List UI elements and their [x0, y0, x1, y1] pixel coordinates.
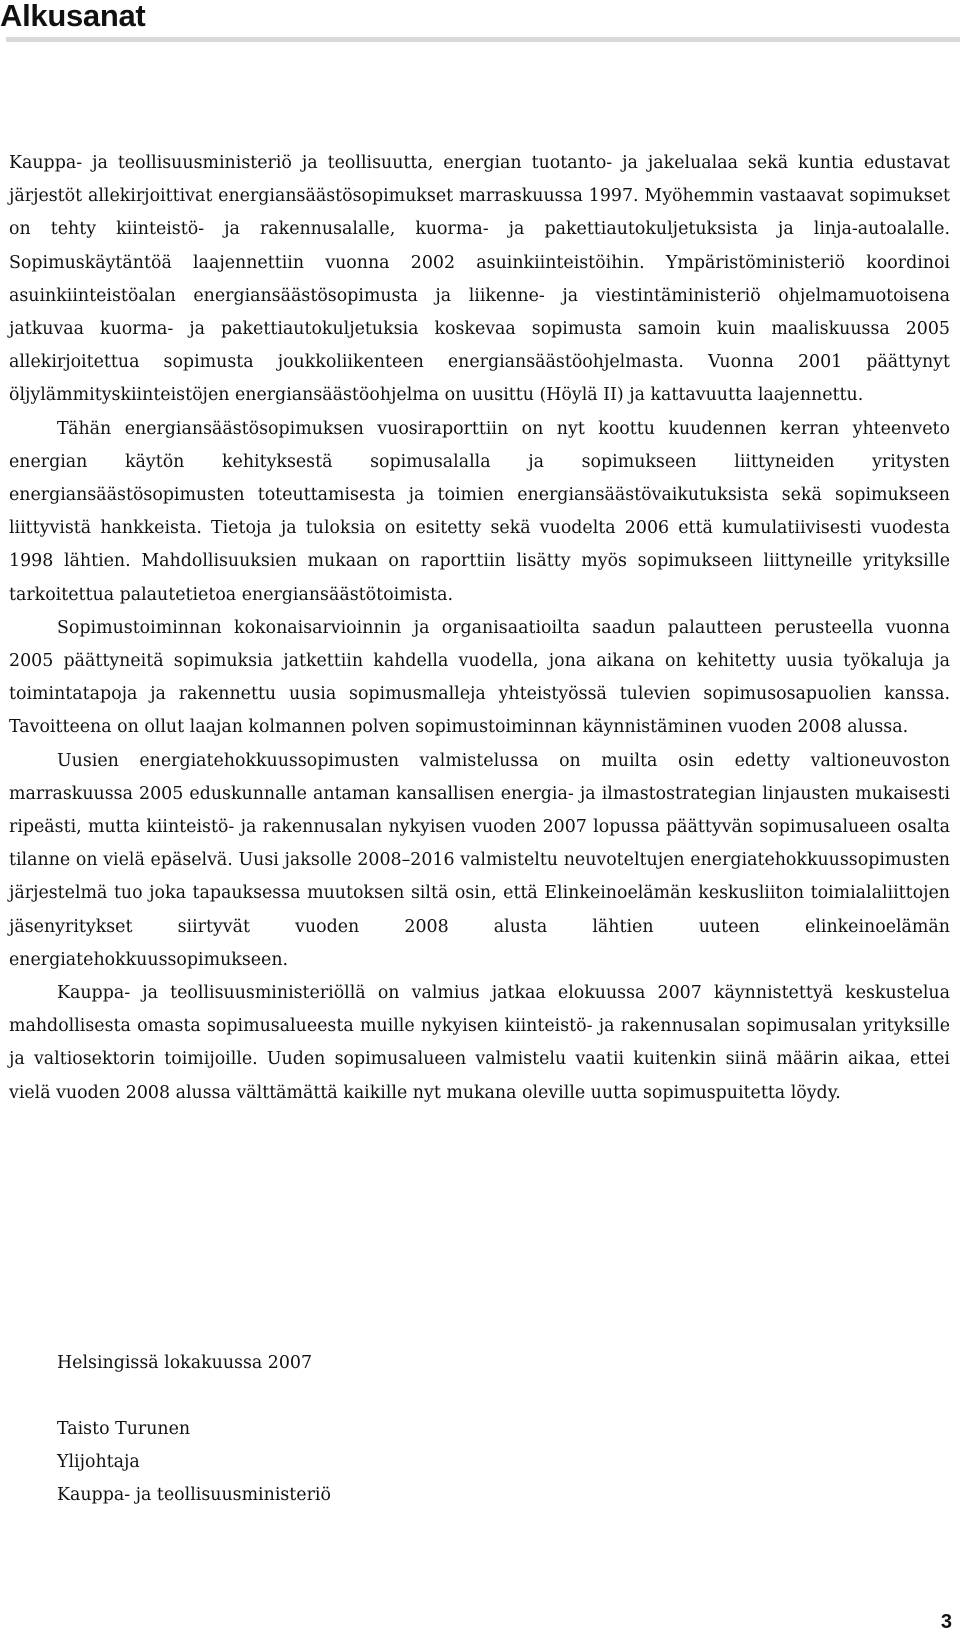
body-text: [9, 147, 950, 1110]
paragraph-3: Sopimustoiminnan kokonaisarvioinnin ja organisaatioilta saadun palautteen perusteella vuonna 2005 päättyneitä sopimuksia jatkettiin kahdella vuodella, jona aikana on kehitetty uusia työkaluja ja toimintatapoja ja rakennettu uusia sopimusmalleja yhteistyössä tulevien sopimusosapuolien kanssa. Tavoitteena on ollut laajan kolmannen polven sopimustoiminnan käynnistäminen vuoden 2008 alussa.: [9, 617, 950, 738]
signature-position: Ylijohtaja: [57, 1452, 140, 1472]
page-title: Alkusanat: [0, 0, 146, 33]
paragraph-4: Uusien energiatehokkuussopimusten valmistelussa on muilta osin edetty valtioneuvoston marraskuussa 2005 eduskunnalle antaman kansallisen energia- ja ilmastostrategian linjausten mukaisesti ripeästi, mutta kiinteistö- ja rakennusalan nykyisen vuoden 2007 lopussa päättyvän sopimusalueen osalta tilanne on vielä epäselvä. Uusi jaksolle 2008–2016 valmisteltu neuvoteltujen energiatehokkuussopimusten järjestelmä tuo joka tapauksessa muutoksen siltä osin, että Elinkeinoelämän keskusliiton toimialaliittojen jäsenyritykset siirtyvät vuoden 2008 alusta lähtien uuteen elinkeinoelämän energiatehokkuussopimukseen.: [9, 750, 950, 970]
paragraph-2: Tähän energiansäästösopimuksen vuosiraporttiin on nyt koottu kuudennen kerran yhteenveto energian käytön kehityksestä sopimusalalla ja sopimukseen liittyneiden yritysten energiansäästösopimusten toteuttamisesta ja toimien energiansäästövaikutuksista sekä sopimukseen liittyvistä hankkeista. Tietoja ja tuloksia on esitetty sekä vuodelta 2006 että kumulatiivisesti vuodesta 1998 lähtien. Mahdollisuuksien mukaan on raporttiin lisätty myös sopimukseen liittyneille yrityksille tarkoitettua palautetietoa energiansäästötoimista.: [9, 418, 950, 605]
signature-spacer: [57, 1380, 331, 1413]
signature-name: Taisto Turunen: [57, 1419, 191, 1439]
title-divider: [6, 37, 960, 42]
signature-organization: Kauppa- ja teollisuusministeriö: [57, 1485, 331, 1505]
paragraph-1: Kauppa- ja teollisuusministeriö ja teollisuutta, energian tuotanto- ja jakelualaa sekä kuntia edustavat järjestöt allekirjoittivat energiansäästösopimukset marraskuussa 1997. Myöhemmin vastaavat sopimukset on tehty kiinteistö- ja rakennusalalle, kuorma- ja pakettiautokuljetuksista ja linja-autoalalle. Sopimuskäytäntöä laajennettiin vuonna 2002 asuinkiinteistöihin. Ympäristöministeriö koordinoi asuinkiinteistöalan energiansäästösopimusta ja liikenne- ja viestintäministeriö ohjelmamuotoisena jatkuvaa kuorma- ja pakettiautokuljetuksia koskevaa sopimusta samoin kuin maaliskuussa 2005 allekirjoitettua sopimusta joukkoliikenteen energiansäästöohjelmasta. Vuonna 2001 päättynyt öljylämmityskiinteistöjen energiansäästöohjelma on uusittu (Höylä II) ja kattavuutta laajennettu.: [9, 153, 950, 406]
paragraph-5: Kauppa- ja teollisuusministeriöllä on valmius jatkaa elokuussa 2007 käynnistettyä keskustelua mahdollisesta omasta sopimusalueesta muille nykyisen kiinteistö- ja rakennusalan sopimusalan yrityksille ja valtiosektorin toimijoille. Uuden sopimusalueen valmistelu vaatii kuitenkin siinä määrin aikaa, ettei vielä vuoden 2008 alussa välttämättä kaikille nyt mukana oleville uutta sopimuspuitetta löydy.: [9, 983, 950, 1103]
signature-place-date: Helsingissä lokakuussa 2007: [57, 1353, 313, 1373]
page-number: 3: [940, 1611, 952, 1633]
signature-block: [57, 1347, 331, 1512]
